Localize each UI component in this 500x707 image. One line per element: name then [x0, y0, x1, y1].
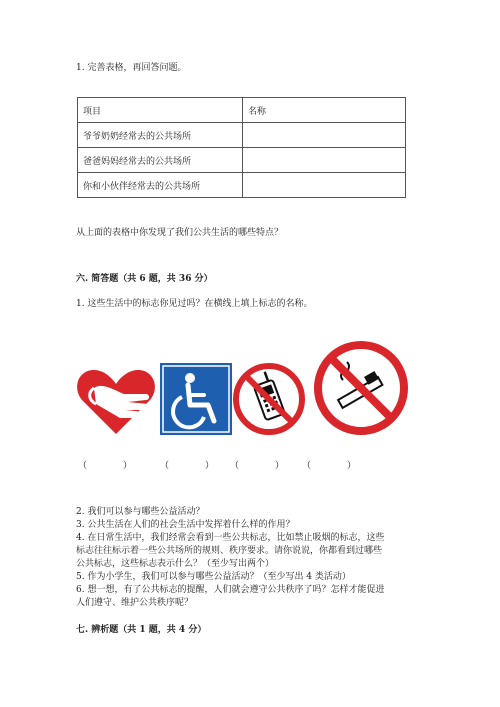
table-cell: 你和小伙伴经常去的公共场所 — [78, 173, 243, 198]
section6-q3: 3. 公共生活在人们的社会生活中发挥着什么样的作用？ — [76, 520, 295, 530]
section6-q1: 1. 这些生活中的标志你见过吗？在横线上填上标志的名称。 — [76, 299, 313, 309]
table-cell-answer[interactable] — [243, 148, 406, 173]
table-header-cell: 项目 — [78, 98, 243, 123]
section6-q4-line: 标志往往标示着一些公共场所的规则、秩序要求。请你说说，你都看到过哪些 — [76, 546, 383, 556]
table-header-cell: 名称 — [243, 98, 406, 123]
section6-q2: 2. 我们可以参与哪些公益活动？ — [76, 507, 205, 517]
section7-title: 七. 辨析题（共 1 题，共 4 分） — [76, 625, 207, 635]
section6-q6-line: 人们遵守、维护公共秩序呢？ — [76, 598, 194, 608]
section6-q4-line: 4. 在日常生活中，我们经常会看到一些公共标志，比如禁止吸烟的标志，这些 — [76, 533, 385, 543]
table-row — [78, 148, 406, 173]
q1-followup: 从上面的表格中你发现了我们公共生活的哪些特点？ — [76, 228, 284, 238]
sign-name-blank-3[interactable]: （ ） — [230, 461, 285, 471]
table-cell: 爸爸妈妈经常去的公共场所 — [78, 148, 243, 173]
heart-hand-sign — [74, 362, 158, 438]
places-table — [77, 97, 406, 198]
table-header-row — [78, 98, 406, 123]
table-cell-answer[interactable] — [243, 123, 406, 148]
no-mobile-phone-sign — [232, 362, 306, 436]
sign-name-blank-1[interactable]: （ ） — [78, 461, 133, 471]
table-cell-answer[interactable] — [243, 173, 406, 198]
section6-q6-line: 6. 想一想，有了公共标志的提醒，人们就会遵守公共秩序了吗？怎样才能促进 — [76, 585, 385, 595]
sign-name-blank-4[interactable]: （ ） — [302, 461, 357, 471]
short-answer-questions — [76, 506, 421, 610]
section6-title: 六. 简答题（共 6 题，共 36 分） — [76, 274, 213, 284]
sign-name-blank-2[interactable]: （ ） — [160, 461, 215, 471]
wheelchair-accessible-sign — [160, 363, 232, 435]
section6-q4-line: 公共标志，这些标志表示什么？（至少写出两个） — [76, 559, 275, 569]
table-row — [78, 123, 406, 148]
no-smoking-sign — [313, 340, 409, 436]
section6-q5: 5. 作为小学生，我们可以参与哪些公益活动？（至少写出 4 类活动） — [76, 572, 351, 582]
table-row — [78, 173, 406, 198]
q1-instruction: 1. 完善表格，再回答问题。 — [76, 63, 187, 73]
table-cell: 爷爷奶奶经常去的公共场所 — [78, 123, 243, 148]
